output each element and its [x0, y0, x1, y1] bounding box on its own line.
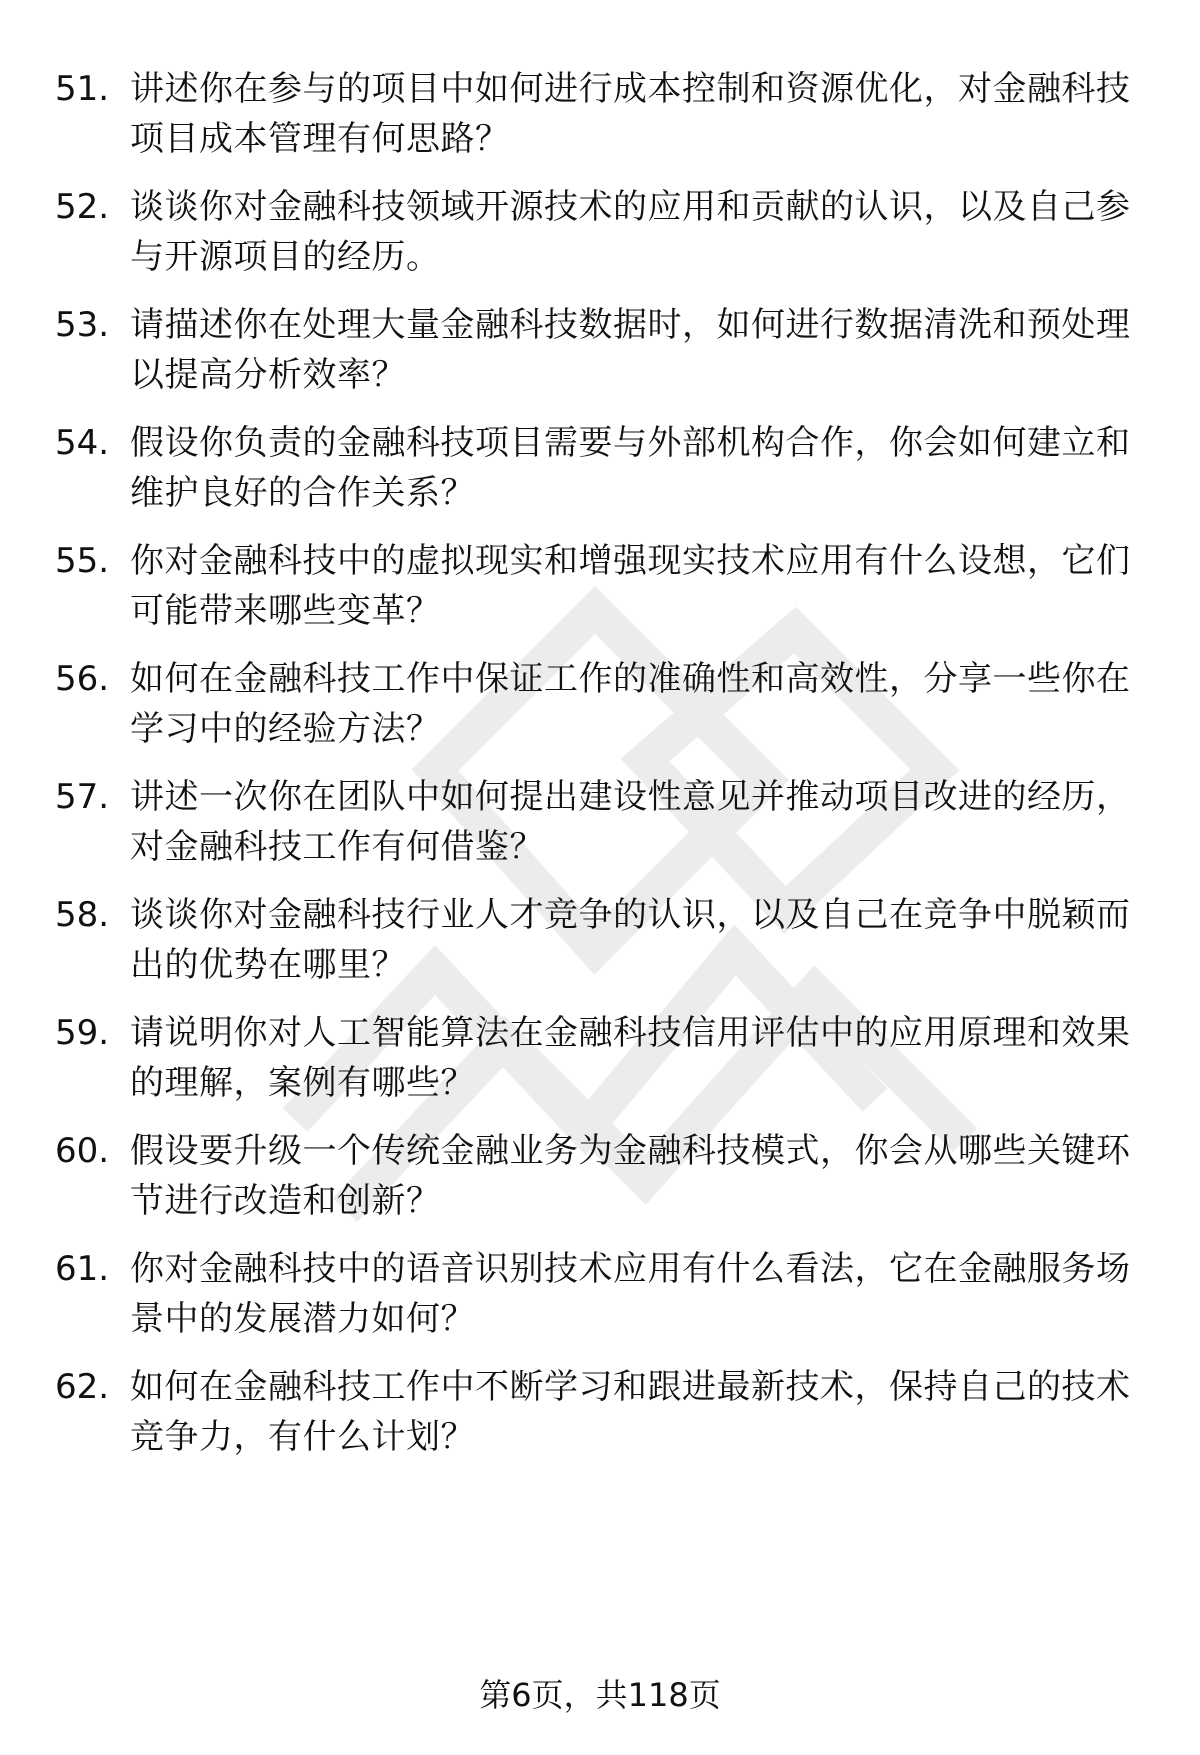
question-text: 假设你负责的金融科技项目需要与外部机构合作，你会如何建立和维护良好的合作关系？ — [130, 423, 1131, 513]
question-item — [0, 292, 1200, 410]
question-number: 61. — [55, 1249, 110, 1289]
question-number: 52. — [55, 187, 110, 227]
question-item — [0, 410, 1200, 528]
question-text: 假设要升级一个传统金融业务为金融科技模式，你会从哪些关键环节进行改造和创新？ — [130, 1131, 1131, 1221]
question-number: 60. — [55, 1131, 110, 1171]
question-text: 如何在金融科技工作中不断学习和跟进最新技术，保持自己的技术竞争力，有什么计划？ — [130, 1367, 1131, 1457]
question-item — [0, 1118, 1200, 1236]
question-text: 如何在金融科技工作中保证工作的准确性和高效性，分享一些你在学习中的经验方法？ — [130, 659, 1131, 749]
question-item — [0, 1000, 1200, 1118]
question-number: 55. — [55, 541, 110, 581]
page-number-label: 第6页，共118页 — [479, 1676, 721, 1714]
question-item — [0, 646, 1200, 764]
question-item — [0, 1354, 1200, 1472]
question-text: 讲述一次你在团队中如何提出建设性意见并推动项目改进的经历，对金融科技工作有何借鉴？ — [130, 777, 1131, 867]
question-number: 57. — [55, 777, 110, 817]
question-number: 56. — [55, 659, 110, 699]
question-text: 讲述你在参与的项目中如何进行成本控制和资源优化，对金融科技项目成本管理有何思路？ — [130, 69, 1131, 159]
question-item — [0, 1236, 1200, 1354]
question-text: 谈谈你对金融科技行业人才竞争的认识，以及自己在竞争中脱颖而出的优势在哪里？ — [130, 895, 1131, 985]
question-item — [0, 882, 1200, 1000]
question-text: 你对金融科技中的虚拟现实和增强现实技术应用有什么设想，它们可能带来哪些变革？ — [130, 541, 1131, 631]
question-item — [0, 56, 1200, 174]
question-text: 请说明你对人工智能算法在金融科技信用评估中的应用原理和效果的理解，案例有哪些？ — [130, 1013, 1131, 1103]
question-item — [0, 528, 1200, 646]
page-footer — [0, 1670, 1200, 1720]
question-text: 请描述你在处理大量金融科技数据时，如何进行数据清洗和预处理以提高分析效率？ — [130, 305, 1131, 395]
question-number: 51. — [55, 69, 110, 109]
question-number: 53. — [55, 305, 110, 345]
question-text: 谈谈你对金融科技领域开源技术的应用和贡献的认识，以及自己参与开源项目的经历。 — [130, 187, 1131, 277]
question-number: 58. — [55, 895, 110, 935]
question-number: 59. — [55, 1013, 110, 1053]
question-item — [0, 174, 1200, 292]
question-number: 54. — [55, 423, 110, 463]
question-list — [0, 56, 1200, 1472]
question-text: 你对金融科技中的语音识别技术应用有什么看法，它在金融服务场景中的发展潜力如何？ — [130, 1249, 1131, 1339]
question-item — [0, 764, 1200, 882]
question-number: 62. — [55, 1367, 110, 1407]
